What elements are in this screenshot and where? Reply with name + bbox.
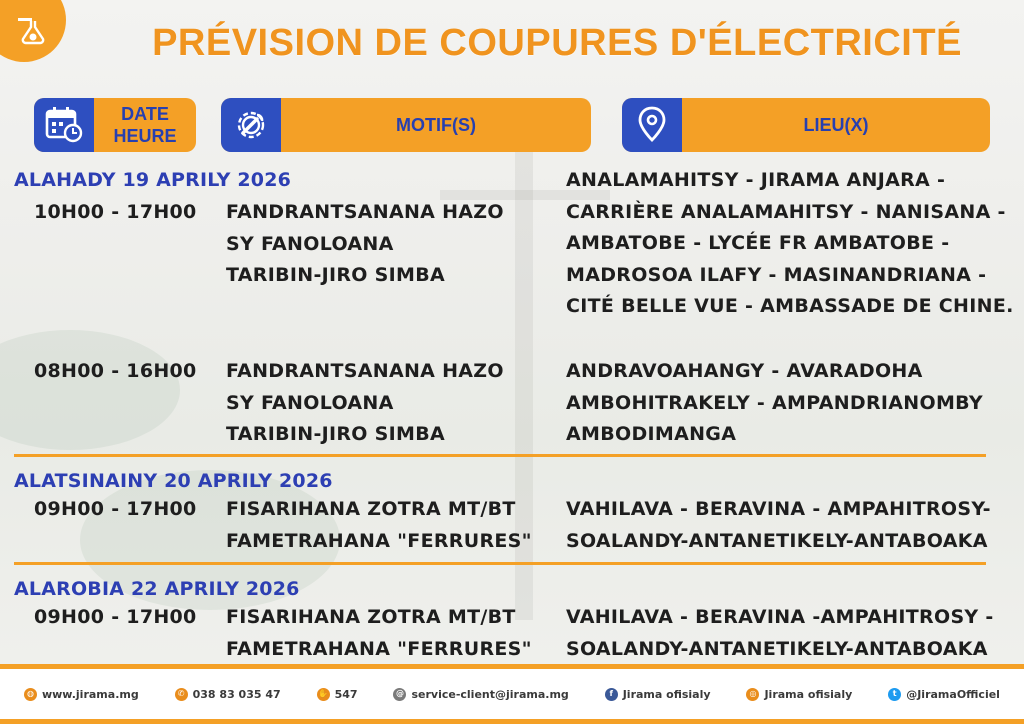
motif-line: FANDRANTSANANA HAZO [226, 201, 504, 223]
footer-stripe [0, 719, 1024, 724]
lieu-line: ANDRAVOAHANGY - AVARADOHA [566, 360, 923, 382]
header-motif-label: MOTIF(S) [396, 115, 476, 135]
motif-text [226, 494, 532, 557]
facebook-text: Jirama ofisialy [622, 687, 711, 701]
time-range: 09H00 - 17H00 [34, 606, 197, 628]
lieu-text [566, 356, 983, 451]
lieu-text [566, 602, 994, 665]
time-range: 08H00 - 16H00 [34, 360, 197, 382]
lieu-line: CITÉ BELLE VUE - AMBASSADE DE CHINE. [566, 295, 1014, 317]
lieu-line: MADROSOA ILAFY - MASINANDRIANA - [566, 263, 987, 286]
phone-icon: ✆ [175, 688, 188, 701]
globe-icon: ◍ [24, 688, 37, 701]
email-icon: @ [393, 688, 406, 701]
lieu-line: VAHILAVA - BERAVINA -AMPAHITROSY - [566, 606, 994, 628]
shortcode-text: 547 [334, 687, 358, 701]
background-foliage [0, 330, 180, 450]
lieu-line: AMBOHITRAKELY - AMPANDRIANOMBY [566, 391, 983, 414]
header-date [34, 98, 196, 152]
time-range: 09H00 - 17H00 [34, 498, 197, 520]
lieu-text [566, 494, 991, 557]
email-link[interactable] [393, 688, 568, 701]
motif-line: FANDRANTSANANA HAZO [226, 360, 504, 382]
footer [0, 664, 1024, 724]
twitter-icon: t [888, 688, 901, 701]
day-separator [14, 562, 986, 565]
page-title: PRÉVISION DE COUPURES D'ÉLECTRICITÉ [152, 22, 962, 64]
location-pin-icon [622, 98, 682, 152]
phone-text: 038 83 035 47 [192, 687, 281, 701]
header-lieu-label: LIEU(X) [803, 115, 869, 135]
day-separator [14, 454, 986, 457]
time-range: 10H00 - 17H00 [34, 201, 197, 223]
footer-contacts [0, 669, 1024, 719]
motif-line: SY FANOLOANA [226, 391, 394, 414]
lieu-line: AMBATOBE - LYCÉE FR AMBATOBE - [566, 232, 950, 254]
motif-line: SY FANOLOANA [226, 232, 394, 255]
gear-wrench-icon [221, 98, 281, 152]
lieu-line: AMBODIMANGA [566, 423, 737, 445]
phone-link[interactable] [175, 688, 281, 701]
calendar-clock-icon [34, 98, 94, 152]
hand-icon: ✋ [317, 688, 330, 701]
motif-line: TARIBIN-JIRO SIMBA [226, 264, 446, 286]
day-label: ALAROBIA 22 APRILY 2026 [14, 578, 300, 600]
lieu-line: CARRIÈRE ANALAMAHITSY - NANISANA - [566, 200, 1006, 223]
twitter-text: @JiramaOfficiel [906, 687, 1000, 701]
header-motif [221, 98, 591, 152]
day-label: ALATSINAINY 20 APRILY 2026 [14, 470, 333, 492]
website-text: www.jirama.mg [41, 687, 139, 701]
instagram-text: Jirama ofisialy [764, 687, 853, 701]
email-text: service-client@jirama.mg [411, 687, 569, 701]
website-link[interactable] [24, 688, 139, 701]
lieu-line: VAHILAVA - BERAVINA - AMPAHITROSY- [566, 498, 991, 520]
motif-text [226, 602, 532, 665]
instagram-link[interactable] [746, 688, 852, 701]
motif-line: TARIBIN-JIRO SIMBA [226, 423, 446, 445]
facebook-link[interactable] [605, 688, 711, 701]
facebook-icon: f [605, 688, 618, 701]
header-date-label [94, 103, 196, 147]
motif-text [226, 356, 504, 451]
header-date-line2: HEURE [113, 126, 177, 146]
motif-text [226, 197, 504, 292]
header-date-line1: DATE [121, 104, 169, 124]
instagram-icon: ◎ [746, 688, 759, 701]
lieu-line: SOALANDY-ANTANETIKELY-ANTABOAKA [566, 637, 988, 660]
motif-line: FISARIHANA ZOTRA MT/BT [226, 606, 516, 628]
shortcode-link[interactable] [317, 688, 358, 701]
motif-line: FISARIHANA ZOTRA MT/BT [226, 498, 516, 520]
header-lieu [622, 98, 990, 152]
twitter-link[interactable] [888, 688, 1000, 701]
lieu-line: ANALAMAHITSY - JIRAMA ANJARA - [566, 169, 946, 191]
lieu-text [566, 165, 1014, 323]
day-label: ALAHADY 19 APRILY 2026 [14, 169, 292, 191]
motif-line: FAMETRAHANA "FERRURES" [226, 529, 532, 552]
motif-line: FAMETRAHANA "FERRURES" [226, 637, 532, 660]
lieu-line: SOALANDY-ANTANETIKELY-ANTABOAKA [566, 529, 988, 552]
